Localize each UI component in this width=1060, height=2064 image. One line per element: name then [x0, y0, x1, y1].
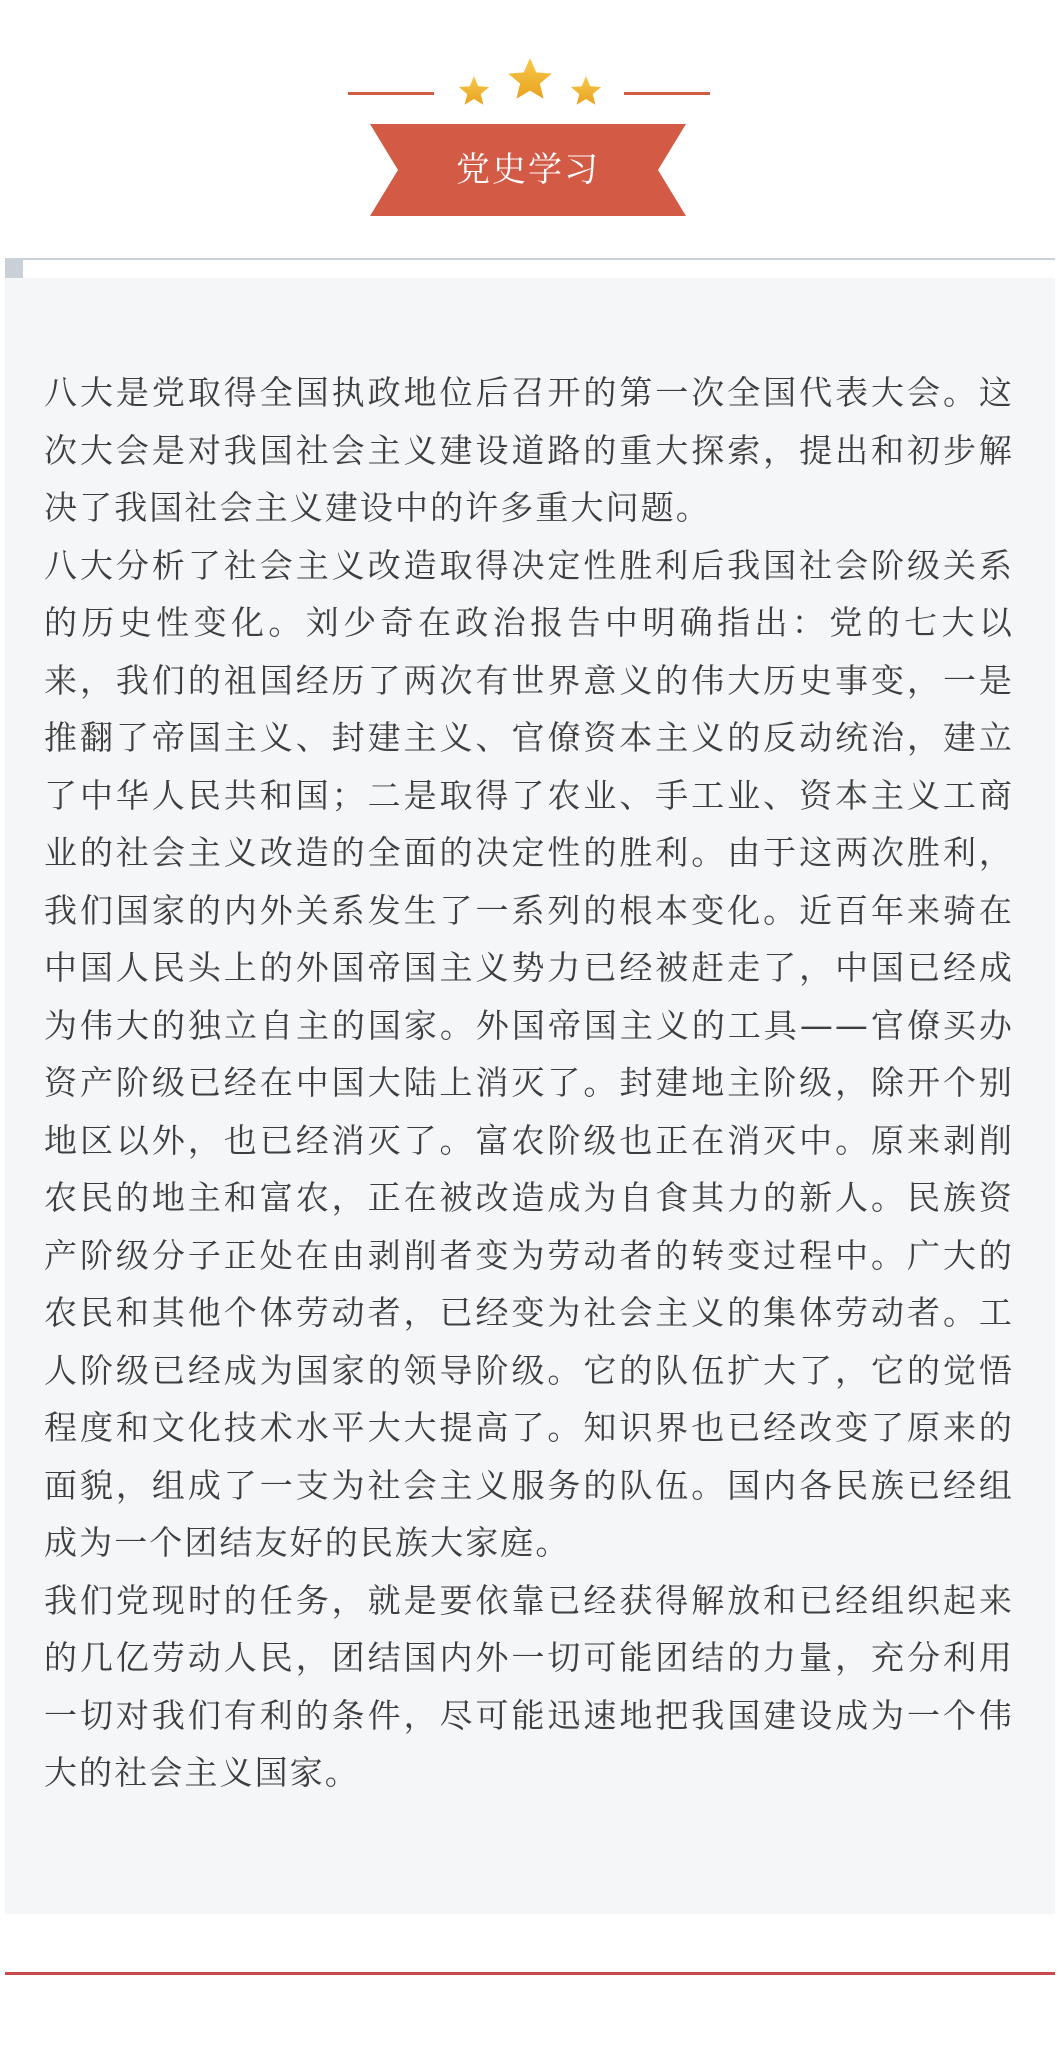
star-icon — [571, 76, 601, 105]
header-right-rule — [624, 92, 710, 95]
article-paragraph: 我们党现时的任务，就是要依靠已经获得解放和已经组织起来的几亿劳动人民，团结国内外一切可能团结的力量，充分利用一切对我们有利的条件，尽可能迅速地把我国建设成为一个伟大的社会主义国家。 — [44, 1580, 1014, 1792]
footer-divider — [5, 1972, 1055, 1975]
star-icon — [508, 58, 552, 99]
section-title: 党史学习 — [456, 150, 600, 190]
content-top-divider — [5, 258, 1055, 260]
section-header — [0, 0, 1060, 250]
star-icon — [459, 76, 489, 105]
header-left-rule — [348, 92, 434, 95]
stars-decoration — [450, 54, 610, 114]
article-paragraph: 八大是党取得全国执政地位后召开的第一次全国代表大会。这次大会是对我国社会主义建设道路的重大探索，提出和初步解决了我国社会主义建设中的许多重大问题。 — [44, 373, 1014, 527]
corner-accent — [5, 260, 23, 278]
article-body — [44, 364, 1014, 1802]
article-paragraph: 八大分析了社会主义改造取得决定性胜利后我国社会阶级关系的历史性变化。刘少奇在政治报告中明确指出：党的七大以来，我们的祖国经历了两次有世界意义的伟大历史事变，一是推翻了帝国主义、封建主义、官僚资本主义的反动统治，建立了中华人民共和国；二是取得了农业、手工业、资本主义工商业的社会主义改造的全面的决定性的胜利。由于这两次胜利，我们国家的内外关系发生了一系列的根本变化。近百年来骑在中国人民头上的外国帝国主义势力已经被赶走了，中国已经成为伟大的独立自主的国家。外国帝国主义的工具——官僚买办资产阶级已经在中国大陆上消灭了。封建地主阶级，除开个别地区以外，也已经消灭了。富农阶级也正在消灭中。原来剥削农民的地主和富农，正在被改造成为自食其力的新人。民族资产阶级分子正处在由剥削者变为劳动者的转变过程中。广大的农民和其他个体劳动者，已经变为社会主义的集体劳动者。工人阶级已经成为国家的领导阶级。它的队伍扩大了，它的觉悟程度和文化技术水平大大提高了。知识界也已经改变了原来的面貌，组成了一支为社会主义服务的队伍。国内各民族已经组成为一个团结友好的民族大家庭。 — [44, 545, 1014, 1562]
